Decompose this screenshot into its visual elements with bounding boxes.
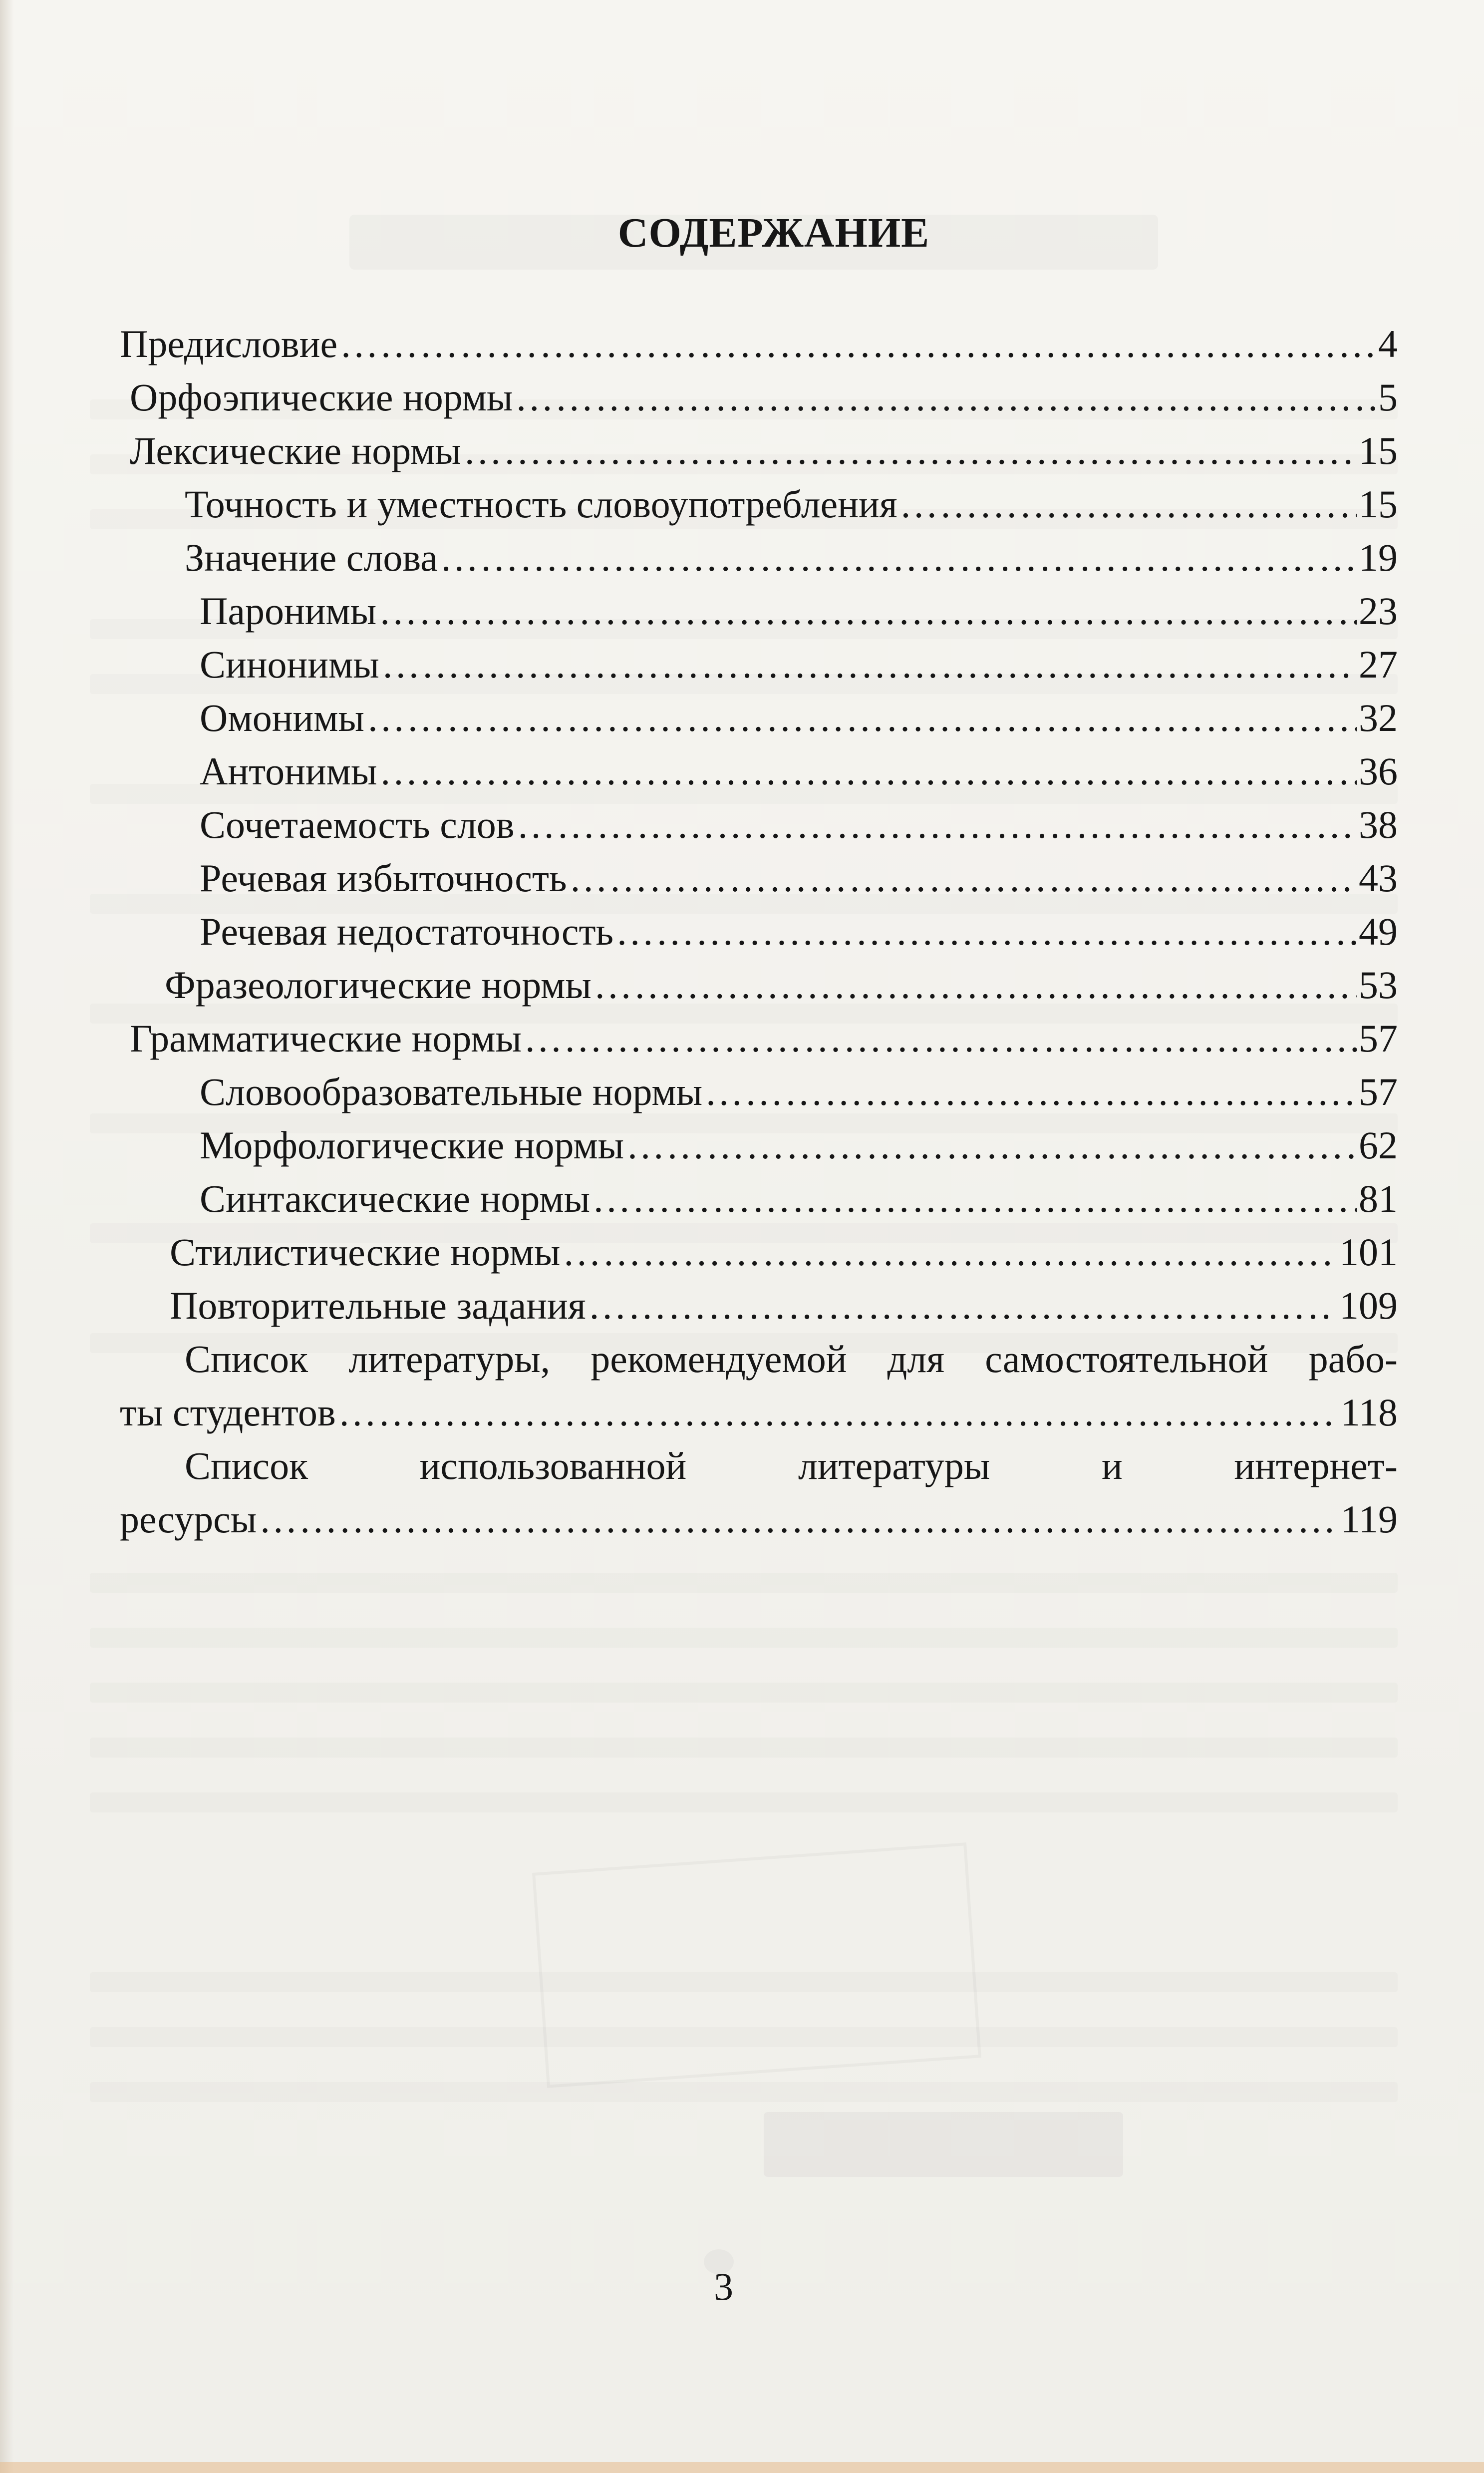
toc-entry[interactable] [120,1332,1398,1439]
toc-entry[interactable] [120,317,1398,370]
toc-leader-dots [366,691,1357,744]
toc-entry-page: 119 [1340,1497,1398,1541]
toc-entry-title: Орфоэпические нормы [130,375,513,419]
toc-entry-title: Точность и уместность словоупотребления [185,482,897,526]
toc-entry-title-line1: Список использованной литературы и интернет- [185,1444,1398,1487]
toc-leader-dots [379,744,1357,798]
toc-entry-page: 36 [1359,749,1398,793]
toc-entry[interactable] [120,1118,1398,1172]
toc-entry[interactable] [120,1439,1398,1546]
toc-entry[interactable] [120,477,1398,531]
toc-entry-title: Речевая избыточность [200,856,567,900]
toc-entry-page: 53 [1359,963,1398,1007]
toc-entry[interactable] [120,1279,1398,1332]
toc-entry-title: Предисловие [120,322,338,365]
toc-entry[interactable] [120,691,1398,744]
toc-entry-page: 57 [1359,1070,1398,1113]
show-through-line [90,1683,1398,1703]
toc-entry-title: Синтаксические нормы [200,1177,590,1220]
toc-entry-title: Паронимы [200,589,377,633]
toc-entry-page: 4 [1378,322,1398,365]
toc-entry-page: 49 [1359,910,1398,953]
toc-entry-title: Морфологические нормы [200,1123,624,1167]
toc-entry[interactable] [120,905,1398,958]
toc-entry-page: 57 [1359,1017,1398,1060]
toc-entry[interactable] [120,1065,1398,1118]
toc-entry-line2 [120,1386,1398,1439]
toc-entry-page: 109 [1339,1284,1398,1327]
toc-leader-dots [626,1118,1357,1172]
toc-entry-page: 27 [1359,643,1398,686]
toc-leader-dots [339,317,1376,370]
toc-entry-title-line1: Список литературы, рекомендуемой для самостоятельной рабо- [185,1337,1398,1381]
toc-entry[interactable] [120,1012,1398,1065]
toc-entry-page: 43 [1359,856,1398,900]
toc-entry-page: 101 [1339,1230,1398,1274]
toc-entry[interactable] [120,424,1398,477]
toc-leader-dots [440,531,1357,584]
toc-leader-dots [588,1279,1337,1332]
toc-entry[interactable] [120,370,1398,424]
toc-leader-dots [463,424,1357,477]
toc-entry-title: Значение слова [185,536,438,579]
toc-entry-title: Антонимы [200,749,377,793]
toc-entry[interactable] [120,1172,1398,1225]
page-number: 3 [714,2265,733,2308]
toc-entry-page: 81 [1359,1177,1398,1220]
library-stamp-show-through [532,1842,981,2088]
toc-entry-title: Словообразовательные нормы [200,1070,703,1113]
spine-shadow [0,0,14,2473]
toc-entry[interactable] [120,798,1398,851]
toc-entry-title: Синонимы [200,643,379,686]
show-through-line [90,1573,1398,1593]
toc-entry-page: 15 [1359,482,1398,526]
toc-entry-page: 19 [1359,536,1398,579]
toc-entry-title: Грамматические нормы [130,1017,522,1060]
toc-entry[interactable] [120,744,1398,798]
toc-entry-title: Стилистические нормы [170,1230,561,1274]
toc-entry-page: 32 [1359,696,1398,739]
toc-entry-page: 118 [1340,1391,1398,1434]
toc-entry-title: Лексические нормы [130,429,461,472]
toc-entry[interactable] [120,958,1398,1012]
toc-entry[interactable] [120,851,1398,905]
show-through-line [90,1628,1398,1648]
contents-heading: СОДЕРЖАНИЕ [617,210,930,256]
toc-entry-page: 23 [1359,589,1398,633]
toc-entry-title: Повторительные задания [170,1284,586,1327]
toc-entry-page: 62 [1359,1123,1398,1167]
table-of-contents [120,317,1398,1546]
toc-entry-title: Фразеологические нормы [165,963,592,1007]
toc-entry-page: 15 [1359,429,1398,472]
toc-leader-dots [524,1012,1357,1065]
toc-entry-title-line2: ты студентов [120,1391,336,1434]
toc-entry-line2 [120,1492,1398,1546]
toc-leader-dots [615,905,1357,958]
toc-entry[interactable] [120,1225,1398,1279]
toc-entry-title: Речевая недостаточность [200,910,614,953]
inventory-number-show-through [764,2112,1123,2177]
page-bottom-edge [0,2462,1484,2473]
toc-leader-dots [517,798,1357,851]
toc-entry[interactable] [120,638,1398,691]
toc-entry-page: 5 [1378,375,1398,419]
toc-entry[interactable] [120,531,1398,584]
toc-entry-title: Омонимы [200,696,364,739]
toc-leader-dots [562,1225,1337,1279]
toc-entry-page: 38 [1359,803,1398,846]
toc-leader-dots [899,477,1357,531]
show-through-line [90,1792,1398,1812]
toc-leader-dots [569,851,1357,905]
toc-leader-dots [594,958,1357,1012]
toc-entry-title: Сочетаемость слов [200,803,515,846]
toc-entry[interactable] [120,584,1398,638]
toc-entry-title-line2: ресурсы [120,1497,257,1541]
toc-leader-dots [515,370,1376,424]
toc-leader-dots [381,638,1357,691]
toc-leader-dots [378,584,1357,638]
toc-leader-dots [259,1492,1339,1546]
show-through-line [90,2082,1398,2102]
toc-leader-dots [338,1386,1339,1439]
toc-leader-dots [592,1172,1357,1225]
show-through-line [90,1738,1398,1758]
toc-leader-dots [704,1065,1357,1118]
